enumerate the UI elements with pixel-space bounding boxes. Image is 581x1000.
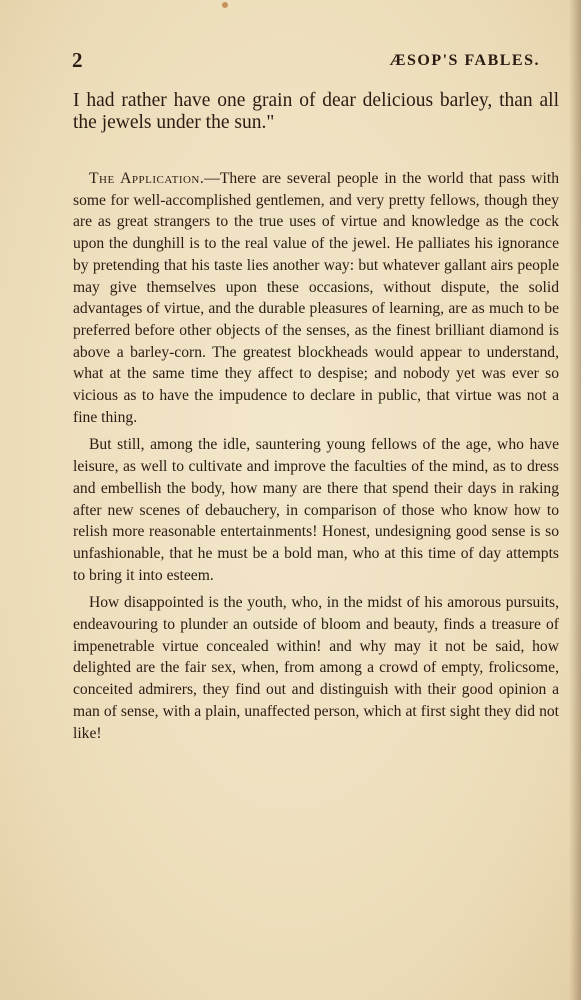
- application-paragraph-3: How disappointed is the youth, who, in the midst of his amorous pursuits, endeavouring to plunder an outside of bloom and beauty, finds a treasure of impenetrable virtue concealed within! and why may it not be said, how delighted are the fair sex, when, from among a crowd of empty, frolicsome, conceited admirers, they find out and distinguish with their good opinion a man of sense, with a plain, unaffected person, which at first sight they did not like!: [73, 594, 559, 742]
- application-paragraph-1: [73, 168, 559, 428]
- running-head: ÆSOP'S FABLES.: [389, 52, 540, 69]
- application-label: The Application.: [89, 170, 205, 187]
- fable-closing-quote: I had rather have one grain of dear delicious barley, than all the jewels under the sun.": [73, 90, 559, 133]
- page-edge-shadow: [569, 0, 581, 1000]
- page-header: [72, 48, 562, 78]
- page-number: 2: [72, 48, 83, 72]
- page-body: [73, 90, 559, 744]
- ink-smudge: [222, 2, 228, 8]
- application-paragraph-1-text: —There are several people in the world that pass with some for well-accomplished gentlemen, and very pretty fellows, though they are as great strangers to the true uses of virtue and knowledge as the cock upon the dunghill is to the real value of the jewel. He palliates his ignorance by pretending that his taste lies another way: but whatever gallant airs people may give themselves upon these occasions, without dispute, the solid advantages of virtue, and the durable pleasures of learning, are as much to be preferred before other objects of the senses, as the finest brilliant diamond is above a barley-corn. The greatest blockheads would appear to understand, what at the same time they affect to despise; and nobody yet was ever so vicious as to have the impudence to declare in public, that virtue was not a fine thing.: [73, 170, 559, 426]
- application-paragraph-2: But still, among the idle, sauntering young fellows of the age, who have leisure, as well to cultivate and improve the faculties of the mind, as to dress and embellish the body, how many are there that spend their days in raking after new scenes of debauchery, in comparison of those who know how to relish more reasonable entertainments! Honest, undesigning good sense is so unfashionable, that he must be a bold man, who at this time of day attempts to bring it into esteem.: [73, 436, 559, 584]
